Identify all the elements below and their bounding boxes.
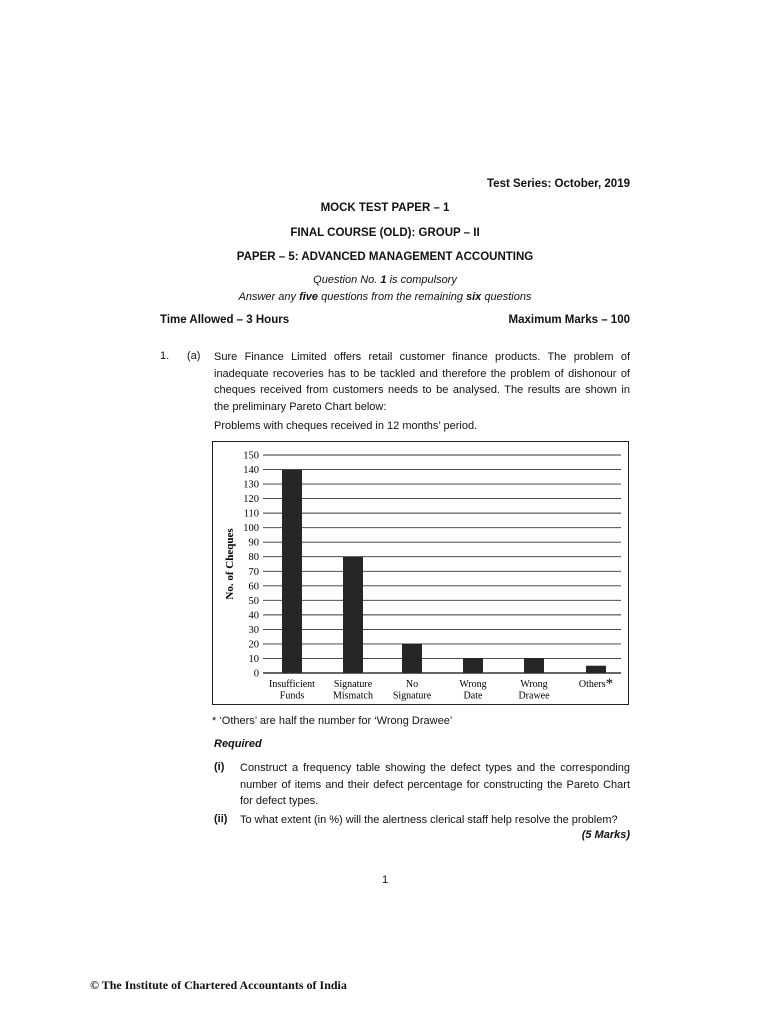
y-tick-label: 80 [248,552,259,564]
x-category-label: Wrong [459,679,487,690]
y-tick-label: 130 [243,479,259,491]
item-ii-text: To what extent (in %) will the alertness clerical staff help resolve the problem? [240,814,618,826]
x-category-label: Date [463,690,483,702]
required-label: Required [214,738,262,750]
y-tick-label: 110 [243,508,259,520]
x-category-label: Signature [333,679,373,690]
chart-caption: Problems with cheques received in 12 months’ period. [214,420,478,432]
maximum-marks: Maximum Marks – 100 [508,314,630,326]
time-allowed: Time Allowed – 3 Hours [160,314,290,326]
y-tick-label: 40 [248,610,259,622]
y-tick-label: 10 [248,653,259,665]
item-i-text: Construct a frequency table showing the defect types and the corresponding number of items and their defect percentage for constructing the Pareto Chart for defect types. [240,762,630,807]
y-tick-label: 0 [253,668,259,680]
x-category-label: No [405,679,419,690]
question-text: Sure Finance Limited offers retail customer finance products. The problem of inadequate recoveries has to be tackled and therefore the problem of dishonour of cheques received from customers needs to be analysed. The results are shown in the preliminary Pareto Chart below: [214,351,630,413]
x-category-label: Funds [279,690,305,702]
y-tick-label: 100 [243,523,259,535]
bar [586,666,606,673]
bar [282,470,302,673]
question-marks: (5 Marks) [581,829,630,841]
test-series: Test Series: October, 2019 [487,178,630,190]
x-category-label: Drawee [518,690,550,702]
y-tick-label: 120 [243,494,259,506]
compulsory-note: Question No. 1 is compulsory [313,274,457,286]
footer-copyright: © The Institute of Chartered Accountants of India [90,978,347,992]
item-ii-number: (ii) [214,813,228,825]
y-tick-label: 30 [248,624,259,636]
bar [343,557,363,673]
page-number: 1 [381,874,389,886]
x-category-label: Wrong [520,679,548,690]
x-category-label: Others* [578,676,614,692]
question-number: 1. [160,350,170,362]
x-category-label: Insufficient [269,679,315,690]
question-part: (a) [187,350,201,362]
y-axis-label: No. of Cheques [224,528,236,600]
paper-title: MOCK TEST PAPER – 1 [320,202,450,214]
bar [463,658,483,673]
bar [402,644,422,673]
x-category-label: Signature [392,690,432,702]
x-category-label: Mismatch [333,690,373,702]
y-tick-label: 50 [248,595,259,607]
y-tick-label: 140 [243,465,259,477]
item-i-number: (i) [214,761,225,773]
paper-name: PAPER – 5: ADVANCED MANAGEMENT ACCOUNTING [236,251,534,263]
y-tick-label: 20 [248,639,259,651]
answer-instruction: Answer any five questions from the remaining six questions [238,291,532,303]
y-tick-label: 150 [243,450,259,462]
chart-canvas [213,442,630,706]
course-title: FINAL COURSE (OLD): GROUP – II [290,227,480,239]
y-tick-label: 70 [248,566,259,578]
y-tick-label: 60 [248,581,259,593]
y-tick-label: 90 [248,537,259,549]
others-note: * ‘Others’ are half the number for ‘Wrong Drawee’ [212,715,453,727]
pareto-chart [212,441,629,705]
bar [524,658,544,673]
